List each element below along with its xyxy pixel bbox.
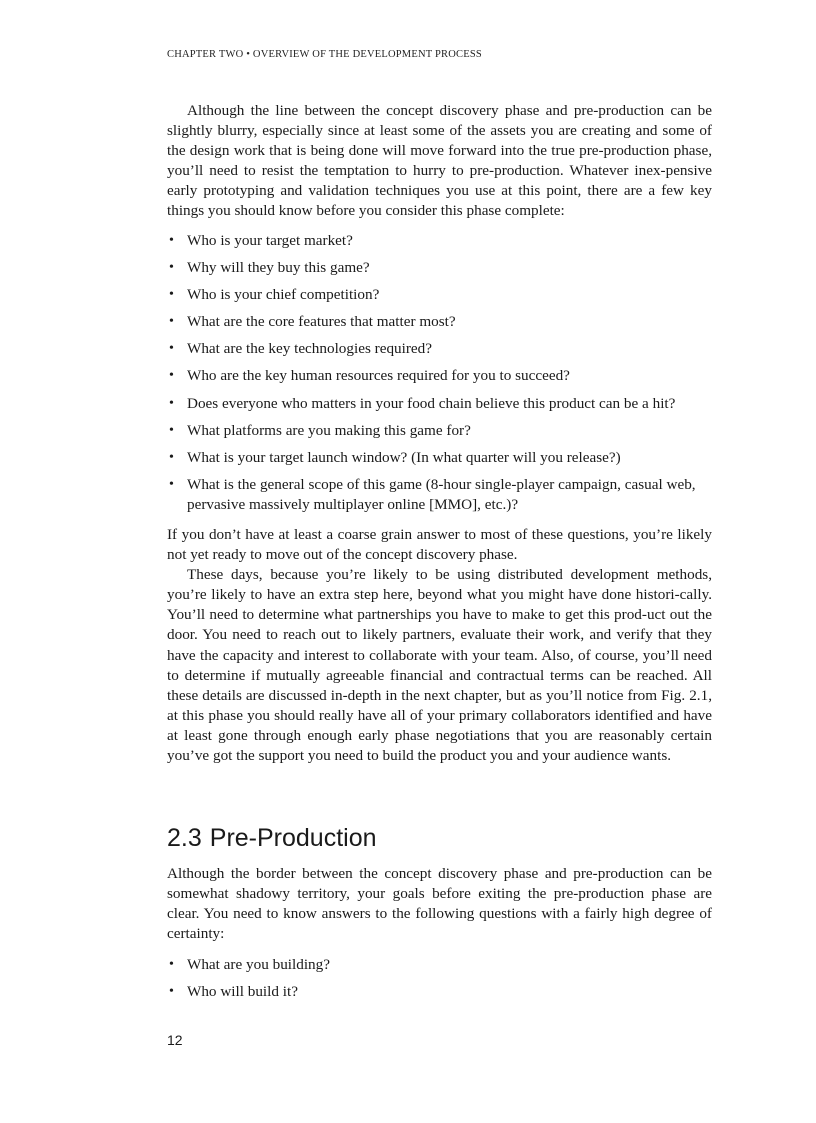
bullet-text: What are the core features that matter most? (187, 313, 456, 331)
questions-list (167, 231, 712, 515)
preproduction-questions-list (167, 955, 712, 1002)
section-title: Pre-Production (209, 824, 377, 852)
after-list-block (167, 525, 712, 766)
bullet-icon: • (169, 449, 174, 465)
bullet-item (167, 955, 712, 975)
bullet-text: What are you building? (187, 956, 330, 973)
bullet-icon: • (169, 422, 174, 438)
bullet-text: Who will build it? (187, 983, 298, 1001)
bullet-text: What is your target launch window? (In what quarter will you release?) (187, 448, 621, 466)
bullet-item (167, 394, 712, 414)
questions-block (167, 231, 712, 522)
distributed-paragraph: These days, because you’re likely to be using distributed development methods, you’re likely to have an extra step here, beyond what you might have done histori-cally. You’ll need to determine what partnerships you have to make to get this prod-uct out the door. You need to reach out to likely partners, evaluate their work, and verify that they have the capacity and interest to collaborate with your team. Also, of course, you’ll need to determine if mutually agreeable financial and contractual terms can be reached. All these details are discussed in-depth in the next chapter, but as you’ll notice from Fig. 2.1, at this phase you should really have all of your primary collaborators identified and have at least gone through enough early phase negotiations that you are reasonably certain you’ve got the support you need to build the product you and your audience wants. (167, 566, 712, 765)
bullet-text: Who is your chief competition? (187, 286, 380, 304)
bullet-item (167, 258, 712, 278)
bullet-item (167, 285, 712, 305)
section-block (167, 864, 712, 944)
bullet-text: What platforms are you making this game for? (187, 421, 471, 439)
bullet-text: Who are the key human resources required for you to succeed? (187, 367, 570, 385)
bullet-item (167, 421, 712, 441)
bullet-text: What is the general scope of this game (8-hour single-player campaign, casual web, pervasive massively multiplayer online [MMO], etc.)? (187, 475, 696, 513)
section-paragraph: Although the border between the concept discovery phase and pre-production can be somewhat shadowy territory, your goals before exiting the pre-production phase are clear. You need to know answers to the following questions with a fairly high degree of certainty: (167, 865, 712, 943)
section-number: 2.3 (167, 824, 202, 852)
bullet-icon: • (169, 957, 174, 972)
after-list-paragraph: If you don’t have at least a coarse grain answer to most of these questions, you’re likely not yet ready to move out of the concept discovery phase. (167, 526, 712, 564)
bullet-text: Who is your target market? (187, 232, 353, 249)
bullet-text: What are the key technologies required? (187, 340, 432, 358)
section-heading (167, 824, 377, 853)
bullet-icon: • (169, 395, 174, 411)
bullet-icon: • (169, 260, 174, 276)
running-head: CHAPTER TWO • OVERVIEW OF THE DEVELOPMENT PROCESS (167, 49, 482, 60)
intro-block (167, 101, 712, 222)
bullet-icon: • (169, 476, 174, 492)
bullet-item (167, 312, 712, 332)
page-number: 12 (167, 1032, 183, 1048)
bullet-icon: • (169, 233, 174, 248)
preproduction-block (167, 955, 712, 1009)
bullet-icon: • (169, 287, 174, 303)
bullet-icon: • (169, 368, 174, 384)
bullet-text: Why will they buy this game? (187, 259, 370, 277)
bullet-item (167, 982, 712, 1002)
intro-paragraph: Although the line between the concept discovery phase and pre-production can be slightly blurry, especially since at least some of the assets you are creating and some of the design work that is being done will move forward into the true pre-production phase, you’ll need to resist the temptation to hurry to pre-production. Whatever inex-pensive early prototyping and validation techniques you use at this point, there are a few key things you should know before you consider this phase complete: (167, 102, 712, 220)
bullet-item (167, 231, 712, 251)
bullet-text: Does everyone who matters in your food chain believe this product can be a hit? (187, 394, 676, 412)
bullet-icon: • (169, 314, 174, 330)
bullet-item (167, 366, 712, 386)
bullet-icon: • (169, 984, 174, 1000)
bullet-item (167, 339, 712, 359)
bullet-icon: • (169, 341, 174, 357)
bullet-item (167, 475, 712, 515)
bullet-item (167, 448, 712, 468)
